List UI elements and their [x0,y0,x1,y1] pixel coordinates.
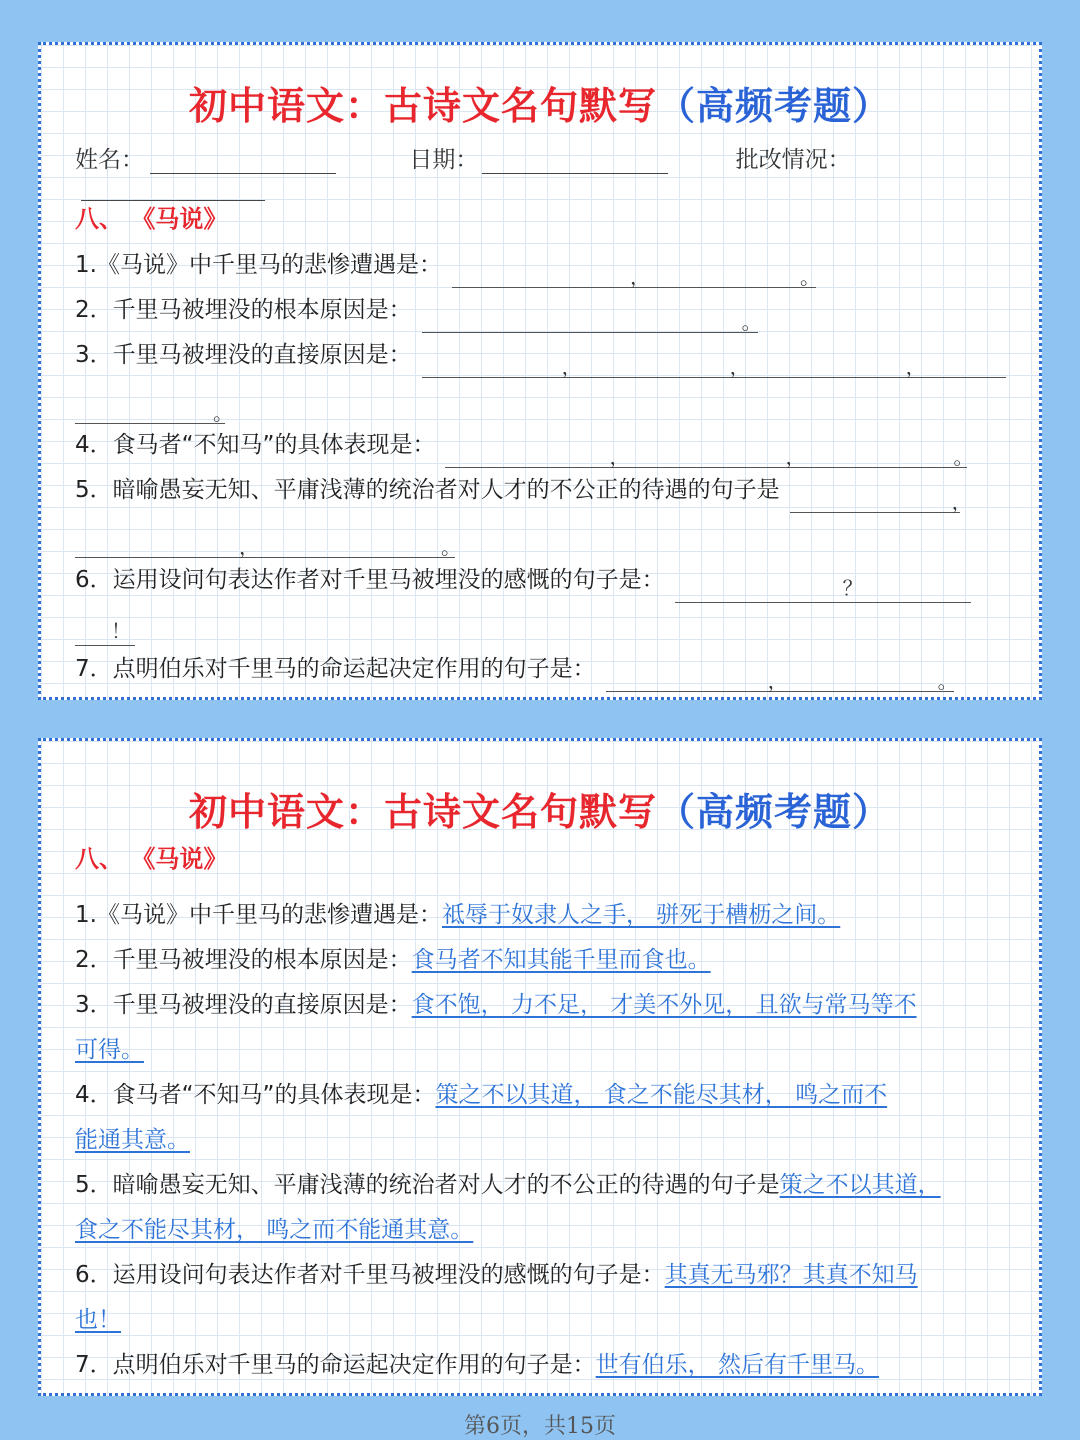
name-field[interactable] [150,147,336,174]
answer-item-3-continued [75,1028,1015,1073]
question-1: 1.《马说》中千里马的悲惨遭遇是： ， 。 [75,252,820,289]
question-7: 7．点明伯乐对千里马的命运起决定作用的句子是： ， 。 [75,656,958,693]
grade-field[interactable] [81,174,265,201]
answer-blank-7[interactable]: ， 。 [606,663,954,692]
answer-item-5-continued [75,1208,1015,1253]
page-number: 第6页，共15页 [464,1414,616,1439]
question-5: 5．暗喻愚妄无知、平庸浅薄的统治者对人才的不公正的待遇的句子是 ， [75,477,972,514]
answer-card [38,738,1042,1396]
answer-blank-5[interactable]: ， [790,484,960,513]
answer-item-3: 3．千里马被埋没的直接原因是：食不饱， 力不足， 才美不外见， 且欲与常马等不 [75,992,917,1018]
answer-item-4-continued [75,1118,1015,1163]
answer-item-2: 2．千里马被埋没的根本原因是：食马者不知其能千里而食也。 [75,947,711,973]
answer-section-heading: 八、 《马说》 [75,845,228,873]
student-info-row [75,141,1009,201]
question-2: 2．千里马被埋没的根本原因是： 。 [75,297,762,334]
answer-item-5: 5．暗喻愚妄无知、平庸浅薄的统治者对人才的不公正的待遇的句子是策之不以其道， [75,1172,941,1198]
answer-text-5: 策之不以其道， [779,1172,941,1198]
question-3-continued [75,379,1015,424]
answer-text-4: 策之不以其道， 食之不能尽其材， 鸣之而不 [435,1082,888,1108]
date-field[interactable] [482,147,668,174]
answer-blank-5b[interactable]: ， 。 [75,529,455,558]
question-6-continued [75,601,1015,646]
answer-text-6b: 也！ [75,1307,121,1333]
section-heading: 八、 《马说》 [75,205,228,233]
answer-text-2: 食马者不知其能千里而食也。 [411,947,711,973]
answer-text-6: 其真无马邪？其真不知马 [664,1262,918,1288]
answer-item-7: 7．点明伯乐对千里马的命运起决定作用的句子是：世有伯乐， 然后有千里马。 [75,1352,879,1378]
grade-label: 批改情况： [735,147,851,173]
worksheet-title: 初中语文：古诗文名句默写（高频考题） [188,84,892,128]
answer-text-7: 世有伯乐， 然后有千里马。 [595,1352,879,1378]
answer-blank-2[interactable]: 。 [422,304,758,333]
answer-blank-1[interactable]: ， 。 [452,259,816,288]
answer-text-4b: 能通其意。 [75,1127,190,1153]
answer-text-3: 食不饱， 力不足， 才美不外见， 且欲与常马等不 [411,992,917,1018]
answer-blank-3b[interactable]: 。 [75,395,225,424]
answer-text-1: 祗辱于奴隶人之手， 骈死于槽枥之间。 [441,902,841,928]
worksheet-card [38,42,1042,700]
name-label: 姓名： [75,147,144,173]
question-3: 3．千里马被埋没的直接原因是： ， ， ， [75,333,1015,378]
answer-item-4: 4．食马者“不知马”的具体表现是：策之不以其道， 食之不能尽其材， 鸣之而不 [75,1082,888,1108]
answer-item-6-continued [75,1298,1015,1343]
answer-item-6: 6．运用设问句表达作者对千里马被埋没的感慨的句子是：其真无马邪？其真不知马 [75,1262,918,1288]
answer-item-1: 1.《马说》中千里马的悲惨遭遇是：祗辱于奴隶人之手， 骈死于槽枥之间。 [75,902,841,928]
answer-text-3b: 可得。 [75,1037,144,1063]
answer-text-5b: 食之不能尽其材， 鸣之而不能通其意。 [75,1217,474,1243]
question-6: 6．运用设问句表达作者对千里马被埋没的感慨的句子是： ？ [75,558,1015,603]
question-5-continued [75,513,1015,558]
answer-blank-3[interactable]: ， ， ， [422,349,1006,378]
answer-title: 初中语文：古诗文名句默写（高频考题） [188,790,892,834]
answer-blank-6b[interactable]: ！ [75,617,135,646]
answer-blank-4[interactable]: ， ， 。 [445,439,967,468]
question-4: 4．食马者“不知马”的具体表现是： ， ， 。 [75,432,974,469]
answer-blank-6[interactable]: ？ [675,574,971,603]
date-label: 日期： [409,147,479,173]
